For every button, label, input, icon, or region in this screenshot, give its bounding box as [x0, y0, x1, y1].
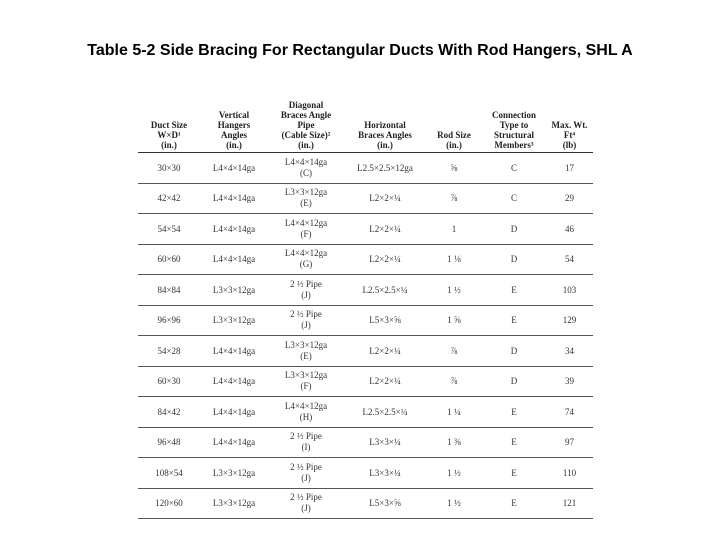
cell-rod-size: 1 ¼	[426, 397, 482, 428]
cell-vertical-hangers: L4×4×14ga	[200, 366, 268, 397]
column-header-connection-type	[482, 88, 546, 153]
cell-line: (G)	[299, 259, 313, 270]
cell-vertical-hangers: L3×3×12ga	[200, 305, 268, 336]
column-header-max-weight	[546, 88, 593, 153]
cell-diagonal-braces	[268, 427, 344, 458]
cell-duct-size: 96×48	[138, 427, 200, 458]
cell-max-weight: 39	[546, 366, 593, 397]
column-header-vertical-hangers	[200, 88, 268, 153]
cell-line: (F)	[300, 228, 312, 239]
column-header-line: Type to	[499, 120, 529, 130]
cell-line: L3×3×12ga	[284, 339, 328, 350]
column-header-line: Hangers	[217, 120, 251, 130]
cell-diagonal-braces	[268, 275, 344, 306]
cell-max-weight: 17	[546, 153, 593, 184]
cell-horizontal-braces: L5×3×⅝	[344, 305, 426, 336]
column-header-line: (in.)	[161, 140, 177, 150]
column-header-line: (in.)	[446, 140, 462, 150]
table-row	[138, 305, 593, 336]
table-row	[138, 275, 593, 306]
cell-diagonal-braces	[268, 366, 344, 397]
column-header-line: Braces Angle	[280, 110, 332, 120]
cell-vertical-hangers: L4×4×14ga	[200, 427, 268, 458]
cell-max-weight: 121	[546, 488, 593, 519]
cell-max-weight: 110	[546, 458, 593, 489]
column-header-line: (in.)	[377, 140, 393, 150]
column-header-line: Vertical	[218, 110, 250, 120]
column-header-line: Braces Angles	[358, 130, 412, 140]
cell-connection-type: D	[482, 214, 546, 245]
cell-horizontal-braces: L3×3×¼	[344, 458, 426, 489]
cell-line: L3×3×12ga	[284, 187, 328, 198]
table-row	[138, 153, 593, 184]
cell-vertical-hangers: L4×4×14ga	[200, 183, 268, 214]
cell-horizontal-braces: L2.5×2.5×¼	[344, 397, 426, 428]
cell-vertical-hangers: L3×3×12ga	[200, 275, 268, 306]
column-header-line: Pipe	[297, 120, 315, 130]
cell-duct-size: 120×60	[138, 488, 200, 519]
cell-vertical-hangers: L4×4×14ga	[200, 336, 268, 367]
cell-rod-size: ⅞	[426, 336, 482, 367]
cell-horizontal-braces: L2×2×¼	[344, 214, 426, 245]
cell-rod-size: ⅞	[426, 366, 482, 397]
cell-line: (E)	[300, 198, 312, 209]
cell-rod-size: 1 ½	[426, 458, 482, 489]
side-bracing-table	[138, 88, 593, 519]
cell-duct-size: 54×28	[138, 336, 200, 367]
cell-line: 2 ½ Pipe	[290, 492, 322, 503]
cell-line: 2 ½ Pipe	[290, 431, 322, 442]
cell-duct-size: 60×30	[138, 366, 200, 397]
cell-line: L4×4×12ga	[284, 248, 328, 259]
cell-line: (J)	[301, 503, 311, 514]
cell-diagonal-braces	[268, 214, 344, 245]
cell-connection-type: D	[482, 244, 546, 275]
cell-horizontal-braces: L3×3×¼	[344, 427, 426, 458]
cell-connection-type: E	[482, 458, 546, 489]
table-row	[138, 427, 593, 458]
cell-duct-size: 30×30	[138, 153, 200, 184]
table-row	[138, 244, 593, 275]
cell-max-weight: 34	[546, 336, 593, 367]
cell-diagonal-braces	[268, 397, 344, 428]
table-row	[138, 366, 593, 397]
table-row	[138, 397, 593, 428]
cell-duct-size: 84×42	[138, 397, 200, 428]
cell-line: L3×3×12ga	[284, 370, 328, 381]
cell-diagonal-braces	[268, 336, 344, 367]
table-body	[138, 153, 593, 519]
column-header-line: Diagonal	[288, 100, 324, 110]
column-header-horizontal-braces	[344, 88, 426, 153]
cell-diagonal-braces	[268, 244, 344, 275]
cell-connection-type: E	[482, 488, 546, 519]
cell-horizontal-braces: L5×3×⅝	[344, 488, 426, 519]
cell-connection-type: E	[482, 275, 546, 306]
column-header-line: W×D¹	[157, 130, 181, 140]
column-header-duct-size	[138, 88, 200, 153]
cell-vertical-hangers: L4×4×14ga	[200, 214, 268, 245]
cell-line: (F)	[300, 381, 312, 392]
cell-rod-size: 1	[426, 214, 482, 245]
cell-connection-type: E	[482, 305, 546, 336]
table-header	[138, 88, 593, 153]
cell-rod-size: 1 ⅛	[426, 244, 482, 275]
cell-line: L4×4×12ga	[284, 400, 328, 411]
cell-connection-type: D	[482, 366, 546, 397]
cell-vertical-hangers: L3×3×12ga	[200, 458, 268, 489]
cell-vertical-hangers: L4×4×14ga	[200, 153, 268, 184]
cell-horizontal-braces: L2.5×2.5×12ga	[344, 153, 426, 184]
cell-diagonal-braces	[268, 488, 344, 519]
cell-duct-size: 42×42	[138, 183, 200, 214]
cell-horizontal-braces: L2.5×2.5×¼	[344, 275, 426, 306]
column-header-line: Horizontal	[364, 120, 406, 130]
cell-vertical-hangers: L4×4×14ga	[200, 244, 268, 275]
cell-rod-size: 1 ⅝	[426, 305, 482, 336]
cell-line: 2 ½ Pipe	[290, 309, 322, 320]
cell-diagonal-braces	[268, 153, 344, 184]
cell-rod-size: ⅞	[426, 183, 482, 214]
bracing-table-container	[138, 88, 593, 519]
cell-line: L4×4×12ga	[284, 217, 328, 228]
cell-rod-size: 1 ½	[426, 275, 482, 306]
cell-vertical-hangers: L3×3×12ga	[200, 488, 268, 519]
column-header-diagonal-braces	[268, 88, 344, 153]
slide-title: Table 5-2 Side Bracing For Rectangular Ducts With Rod Hangers, SHL A	[87, 42, 633, 59]
column-header-line: (in.)	[298, 140, 314, 150]
cell-diagonal-braces	[268, 458, 344, 489]
column-header-line: (lb)	[562, 140, 577, 150]
table-row	[138, 336, 593, 367]
cell-max-weight: 74	[546, 397, 593, 428]
column-header-line: Angles	[220, 130, 247, 140]
cell-line: 2 ½ Pipe	[290, 461, 322, 472]
column-header-line: Members³	[494, 140, 534, 150]
cell-connection-type: D	[482, 336, 546, 367]
column-header-line: Ft⁴	[563, 130, 576, 140]
column-header-line: Connection	[491, 110, 536, 120]
cell-max-weight: 129	[546, 305, 593, 336]
cell-line: 2 ½ Pipe	[290, 278, 322, 289]
column-header-rod-size	[426, 88, 482, 153]
header-row	[138, 88, 593, 153]
table-row	[138, 488, 593, 519]
cell-duct-size: 60×60	[138, 244, 200, 275]
cell-line: (H)	[299, 411, 313, 422]
cell-rod-size: 1 ½	[426, 488, 482, 519]
cell-max-weight: 103	[546, 275, 593, 306]
table-row	[138, 458, 593, 489]
cell-horizontal-braces: L2×2×¼	[344, 244, 426, 275]
column-header-line: Duct Size	[150, 120, 188, 130]
cell-line: (J)	[301, 472, 311, 483]
cell-line: (J)	[301, 289, 311, 300]
cell-diagonal-braces	[268, 183, 344, 214]
cell-horizontal-braces: L2×2×¼	[344, 366, 426, 397]
cell-connection-type: E	[482, 427, 546, 458]
cell-connection-type: E	[482, 397, 546, 428]
cell-line: (E)	[300, 350, 312, 361]
cell-duct-size: 108×54	[138, 458, 200, 489]
column-header-line: Rod Size	[437, 130, 471, 140]
cell-line: (J)	[301, 320, 311, 331]
cell-diagonal-braces	[268, 305, 344, 336]
table-row	[138, 214, 593, 245]
column-header-line: Structural	[494, 130, 534, 140]
table-row	[138, 183, 593, 214]
cell-max-weight: 54	[546, 244, 593, 275]
cell-duct-size: 96×96	[138, 305, 200, 336]
cell-duct-size: 54×54	[138, 214, 200, 245]
cell-line: L4×4×14ga	[284, 156, 328, 167]
cell-max-weight: 97	[546, 427, 593, 458]
column-header-line: (in.)	[226, 140, 242, 150]
cell-line: (I)	[301, 442, 311, 453]
cell-horizontal-braces: L2×2×¼	[344, 183, 426, 214]
cell-line: (C)	[300, 167, 312, 178]
cell-connection-type: C	[482, 183, 546, 214]
cell-max-weight: 29	[546, 183, 593, 214]
cell-vertical-hangers: L4×4×14ga	[200, 397, 268, 428]
cell-horizontal-braces: L2×2×¼	[344, 336, 426, 367]
cell-connection-type: C	[482, 153, 546, 184]
cell-max-weight: 46	[546, 214, 593, 245]
cell-rod-size: ⅝	[426, 153, 482, 184]
cell-duct-size: 84×84	[138, 275, 200, 306]
cell-rod-size: 1 ⅜	[426, 427, 482, 458]
column-header-line: (Cable Size)²	[281, 130, 331, 140]
column-header-line: Max. Wt.	[551, 120, 588, 130]
